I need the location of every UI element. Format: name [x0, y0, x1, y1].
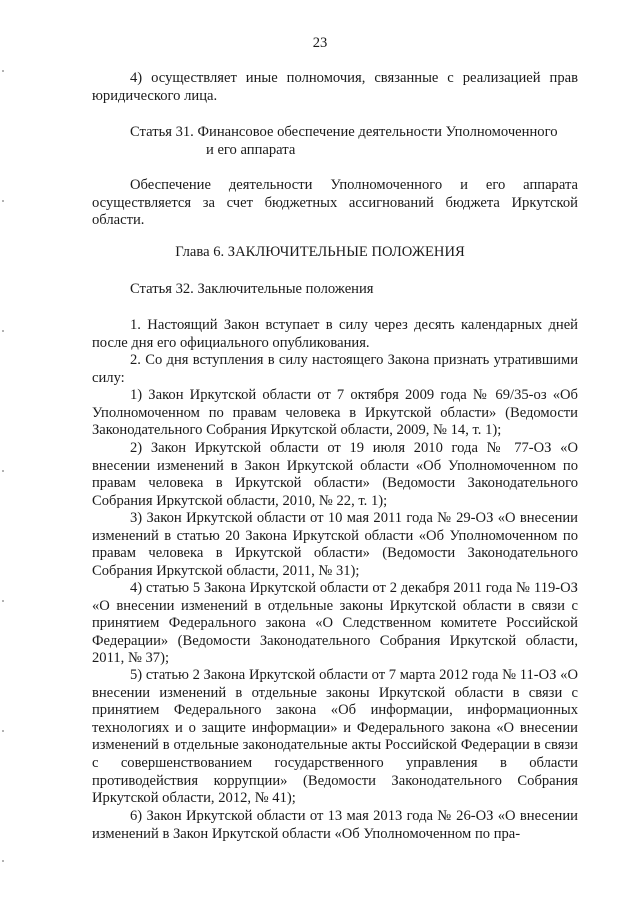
page-number: 23	[312, 35, 328, 51]
scan-edge-marks	[2, 0, 6, 905]
article-31-text: Обеспечение деятельности Уполномоченного и его аппарата осуществляется за счет бюджетных ассигнований бюджета Иркутской области.	[92, 177, 578, 229]
article-32-paragraph-2: 2. Со дня вступления в силу настоящего Закона признать утратившими силу:	[92, 352, 578, 386]
article-31-title	[130, 124, 590, 159]
repealed-item-6: 6) Закон Иркутской области от 13 мая 2013 года № 26-ОЗ «О внесении изменений в Закон Иркутской области «Об Уполномоченном по пра-	[92, 808, 578, 842]
repealed-item-4: 4) статью 5 Закона Иркутской области от 2 декабря 2011 года № 119-ОЗ «О внесении изменений в отдельные законы Иркутской области в связи с принятием Федерального закона «О Следственном комитете Российской Федерации» (Ведомости Законодательного Собрания Иркутской области, 2011, № 37);	[92, 580, 578, 667]
repealed-item-1: 1) Закон Иркутской области от 7 октября 2009 года № 69/35-оз «Об Уполномоченном по правам человека в Иркутской области» (Ведомости Законодательного Собрания Иркутской области, 2009, № 14, т. 1);	[92, 387, 578, 439]
article-31-title-line2: и его аппарата	[206, 141, 296, 158]
item-4-paragraph: 4) осуществляет иные полномочия, связанные с реализацией прав юридического лица.	[92, 70, 578, 104]
repealed-item-2: 2) Закон Иркутской области от 19 июля 2010 года № 77-ОЗ «О внесении изменений в Закон Иркутской области «Об Уполномоченном по правам человека в Иркутской области» (Ведомости Законодательного Собрания Иркутской области, 2010, № 22, т. 1);	[92, 440, 578, 509]
repealed-item-3: 3) Закон Иркутской области от 10 мая 2011 года № 29-ОЗ «О внесении изменений в статью 20 Закона Иркутской области «Об Уполномоченном по правам человека в Иркутской области» (Ведомости Законодательного Собрания Иркутской области, 2011, № 31);	[92, 510, 578, 579]
article-32-paragraph-1: 1. Настоящий Закон вступает в силу через десять календарных дней после дня его официального опубликования.	[92, 317, 578, 351]
article-32-title: Статья 32. Заключительные положения	[130, 281, 374, 297]
repealed-item-5: 5) статью 2 Закона Иркутской области от 7 марта 2012 года № 11-ОЗ «О внесении изменений в отдельные законы Иркутской области в связи с принятием Федерального закона «Об информации, информационных технологиях и о защите информации» и Федерального закона «О внесении изменений в отдельные законодательные акты Российской Федерации в связи с совершенствованием государственного управления в области противодействия коррупции» (Ведомости Законодательного Собрания Иркутской области, 2012, № 41);	[92, 667, 578, 807]
article-31-title-line1: Статья 31. Финансовое обеспечение деятельности Уполномоченного	[130, 124, 558, 140]
chapter-6-heading: Глава 6. ЗАКЛЮЧИТЕЛЬНЫЕ ПОЛОЖЕНИЯ	[175, 244, 465, 260]
